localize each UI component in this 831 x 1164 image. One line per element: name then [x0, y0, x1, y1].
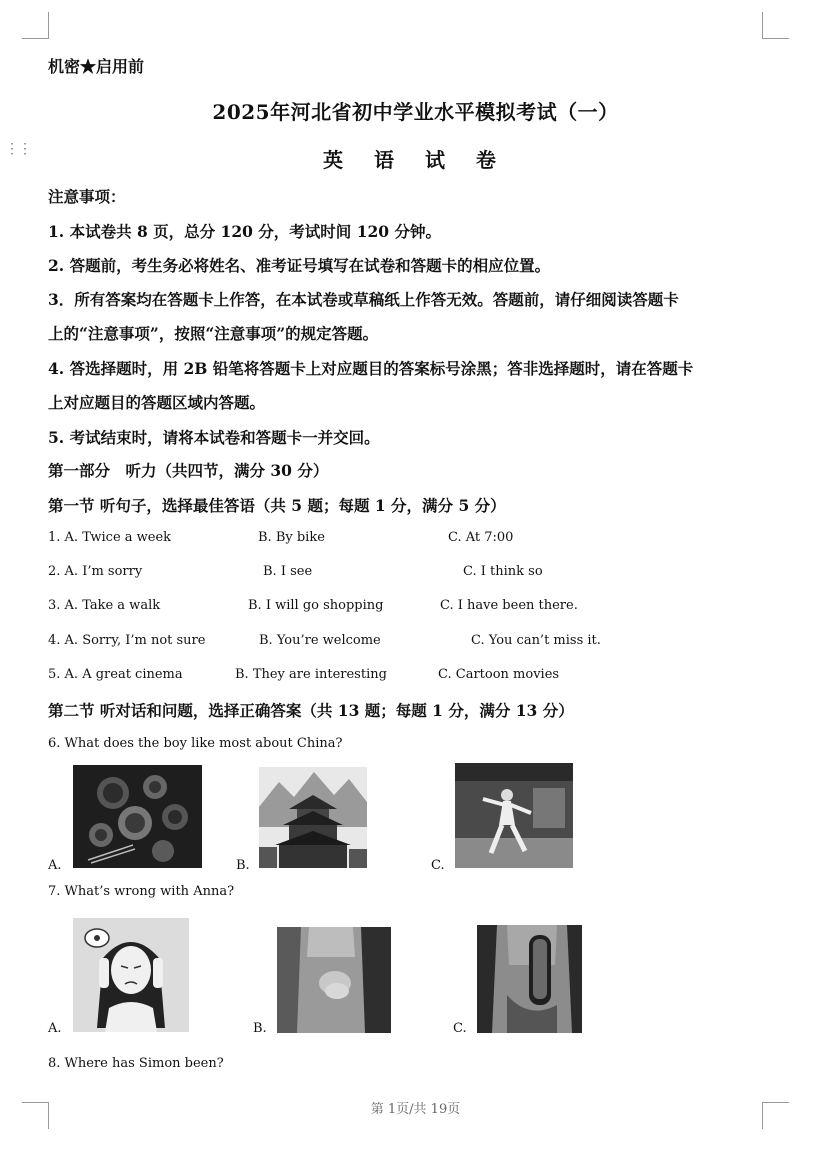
- exam-subtitle: 英 语 试 卷: [323, 148, 508, 172]
- note-line: 上的“注意事项”，按照“注意事项”的规定答题。: [48, 324, 379, 343]
- part1-heading: 第一部分 听力（共四节，满分 30 分）: [48, 461, 329, 480]
- confidential-label: 机密★启用前: [48, 57, 145, 76]
- q2-option-a: 2. A. I’m sorry: [48, 564, 143, 579]
- drag-handle-icon[interactable]: ⋮⋮: [5, 141, 31, 157]
- note-line: 1. 本试卷共 8 页，总分 120 分，考试时间 120 分钟。: [48, 222, 441, 241]
- q7-label-c: C.: [453, 1021, 467, 1036]
- q4-option-a: 4. A. Sorry, I’m not sure: [48, 633, 206, 648]
- q3-option-a: 3. A. Take a walk: [48, 598, 161, 613]
- q1-option-b: B. By bike: [258, 530, 325, 545]
- note-line: 4. 答选择题时，用 2B 铅笔将答题卡上对应题目的答案标号涂黑；答非选择题时，请在答题卡: [48, 359, 694, 378]
- note-line: 2. 答题前，考生务必将姓名、准考证号填写在试卷和答题卡的相应位置。: [48, 256, 551, 275]
- q7-image-headache: [73, 918, 189, 1032]
- exam-title: 2025年河北省初中学业水平模拟考试（一）: [212, 100, 619, 124]
- q6-image-food: [73, 765, 202, 868]
- section1-heading: 第一节 听句子，选择最佳答语（共 5 题；每题 1 分，满分 5 分）: [48, 496, 506, 515]
- q5-option-b: B. They are interesting: [235, 667, 387, 682]
- crop-mark-top-left: [22, 12, 49, 39]
- q7-text: 7. What’s wrong with Anna?: [48, 884, 235, 899]
- q7-label-b: B.: [253, 1021, 267, 1036]
- q2-option-c: C. I think so: [463, 564, 543, 579]
- q3-option-c: C. I have been there.: [440, 598, 578, 613]
- q7-image-stomachache: [277, 927, 391, 1033]
- q6-image-kungfu: [455, 763, 573, 868]
- q6-label-b: B.: [236, 858, 250, 873]
- note-line: 3．所有答案均在答题卡上作答，在本试卷或草稿纸上作答无效。答题前，请仔细阅读答题卡: [48, 290, 679, 309]
- q4-option-c: C. You can’t miss it.: [471, 633, 601, 648]
- q4-option-b: B. You’re welcome: [259, 633, 381, 648]
- q6-image-pagoda: [259, 767, 367, 868]
- q2-option-b: B. I see: [263, 564, 313, 579]
- crop-mark-top-right: [762, 12, 789, 39]
- note-line: 5. 考试结束时，请将本试卷和答题卡一并交回。: [48, 428, 380, 447]
- q5-option-c: C. Cartoon movies: [438, 667, 560, 682]
- q7-image-toothache: [477, 925, 582, 1033]
- q1-option-c: C. At 7:00: [448, 530, 514, 545]
- section2-heading: 第二节 听对话和问题，选择正确答案（共 13 题；每题 1 分，满分 13 分）: [48, 701, 574, 720]
- q3-option-b: B. I will go shopping: [248, 598, 384, 613]
- q7-label-a: A.: [48, 1021, 62, 1036]
- q6-text: 6. What does the boy like most about China?: [48, 736, 343, 751]
- page-number: 第 1页/共 19页: [370, 1102, 461, 1117]
- q8-text: 8. Where has Simon been?: [48, 1056, 224, 1071]
- notes-heading: 注意事项：: [48, 187, 126, 206]
- q5-option-a: 5. A. A great cinema: [48, 667, 183, 682]
- q1-option-a: 1. A. Twice a week: [48, 530, 172, 545]
- q6-label-c: C.: [431, 858, 445, 873]
- note-line: 上对应题目的答题区域内答题。: [48, 393, 266, 412]
- q6-label-a: A.: [48, 858, 62, 873]
